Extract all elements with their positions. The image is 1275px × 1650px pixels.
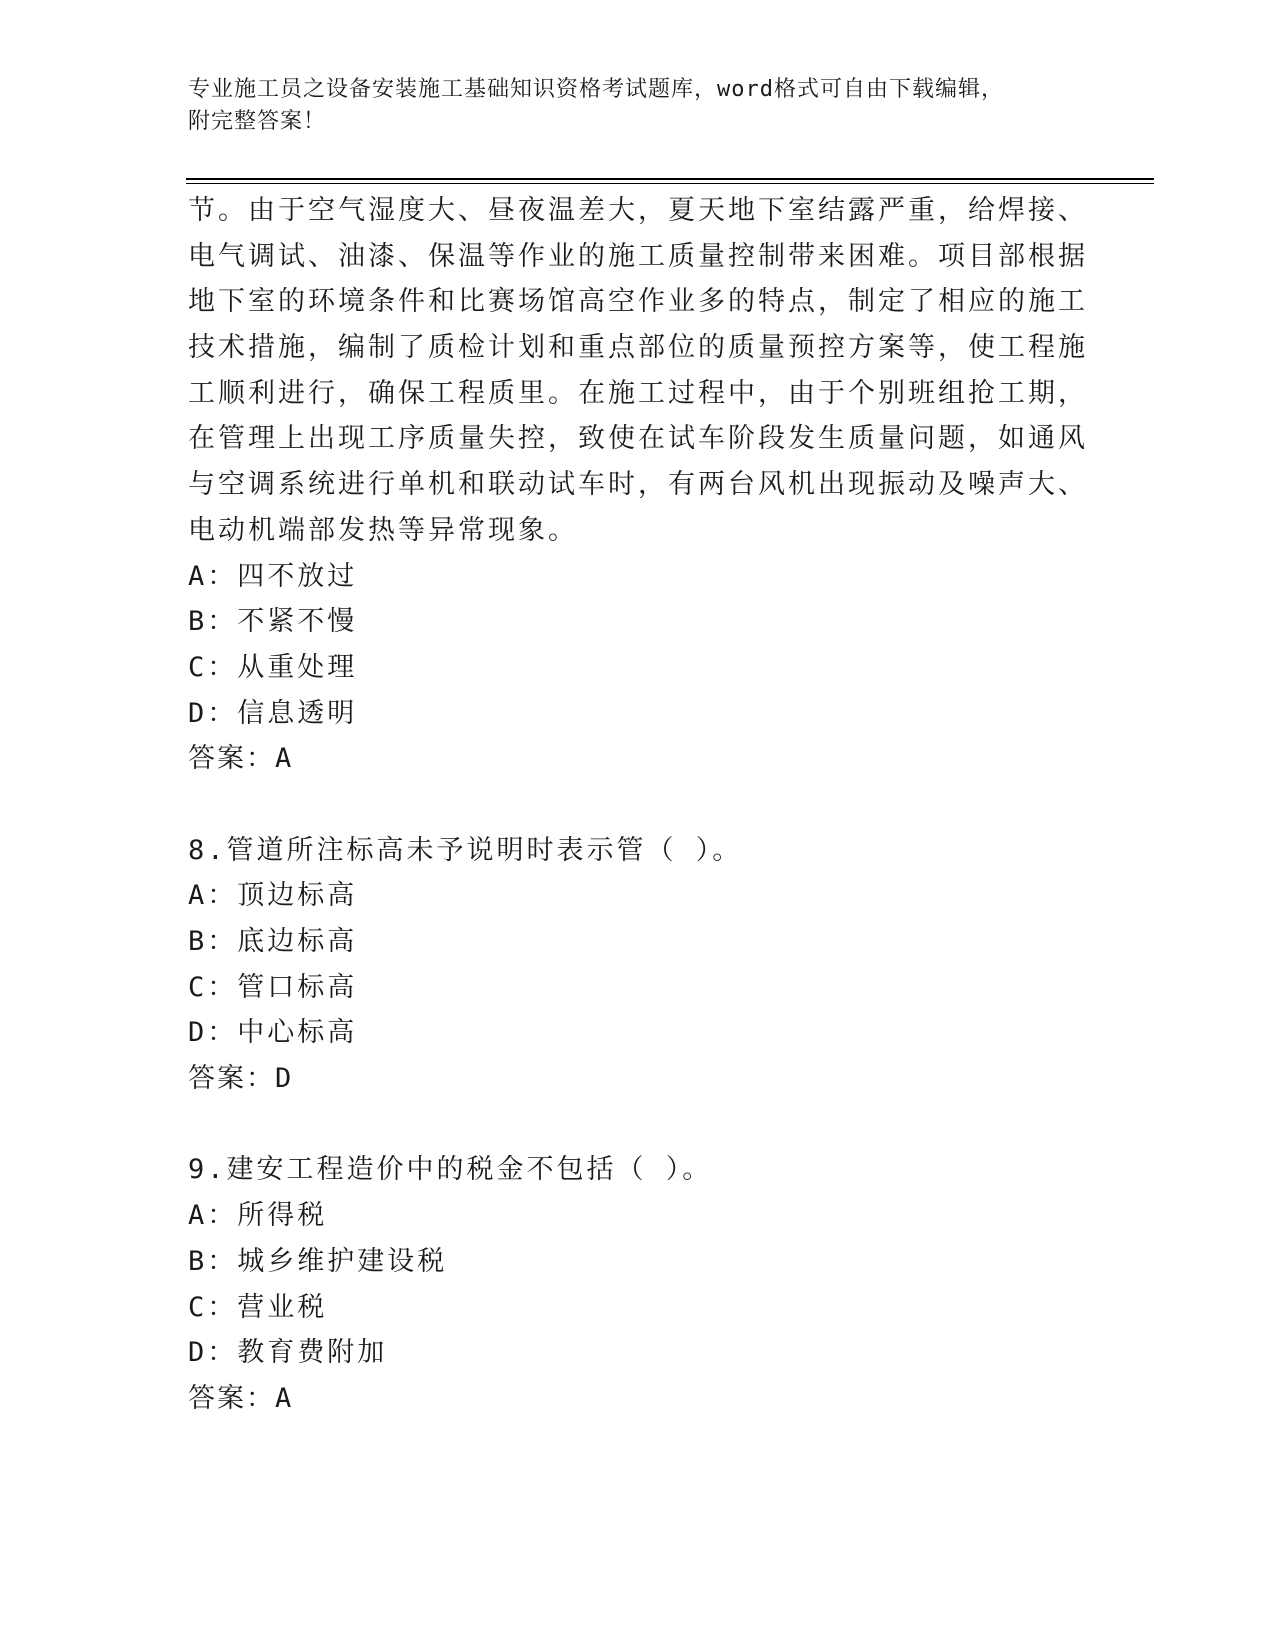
passage	[188, 188, 1088, 554]
option-a: A：所得税	[188, 1200, 328, 1232]
document-header	[188, 74, 1088, 138]
passage-line: 工顺利进行，确保工程质里。在施工过程中，由于个别班组抢工期，	[188, 377, 1088, 409]
header-rule-thin	[186, 183, 1154, 184]
option-b: B：城乡维护建设税	[188, 1245, 448, 1277]
option-c: C：从重处理	[188, 651, 358, 683]
passage-line: 地下室的环境条件和比赛场馆高空作业多的特点，制定了相应的施工	[188, 286, 1088, 318]
option-b: B：不紧不慢	[188, 606, 358, 638]
option-a: A：顶边标高	[188, 880, 358, 912]
answer: 答案：A	[188, 1382, 294, 1414]
header-rule-thick	[186, 178, 1154, 180]
passage-line: 电动机端部发热等异常现象。	[188, 514, 578, 546]
question-7-options	[188, 554, 1088, 782]
passage-line: 技术措施，编制了质检计划和重点部位的质量预控方案等，使工程施	[188, 332, 1088, 364]
option-c: C：营业税	[188, 1291, 328, 1323]
option-d: D：中心标高	[188, 1017, 358, 1049]
header-line-2: 附完整答案！	[188, 109, 327, 134]
passage-line: 与空调系统进行单机和联动试车时，有两台风机出现振动及噪声大、	[188, 469, 1088, 501]
answer: 答案：D	[188, 1063, 294, 1095]
option-d: D：教育费附加	[188, 1337, 388, 1369]
header-line-1: 专业施工员之设备安装施工基础知识资格考试题库，word格式可自由下载编辑，	[188, 77, 1004, 102]
spacer	[188, 782, 1088, 828]
document-body	[188, 188, 1088, 1422]
option-c: C：管口标高	[188, 971, 358, 1003]
passage-line: 在管理上出现工序质量失控，致使在试车阶段发生质量问题，如通风	[188, 423, 1088, 455]
passage-line: 电气调试、油漆、保温等作业的施工质量控制带来困难。项目部根据	[188, 240, 1088, 272]
question-8	[188, 828, 1088, 1102]
question-text: 8.管道所注标高未予说明时表示管（ ）。	[188, 834, 743, 866]
question-9	[188, 1147, 1088, 1421]
answer: 答案：A	[188, 743, 294, 775]
spacer	[188, 1102, 1088, 1148]
option-d: D：信息透明	[188, 697, 358, 729]
passage-line: 节。由于空气湿度大、昼夜温差大，夏天地下室结露严重，给焊接、	[188, 195, 1088, 226]
option-b: B：底边标高	[188, 926, 358, 957]
question-text: 9.建安工程造价中的税金不包括（ ）。	[188, 1154, 713, 1186]
option-a: A：四不放过	[188, 560, 358, 592]
